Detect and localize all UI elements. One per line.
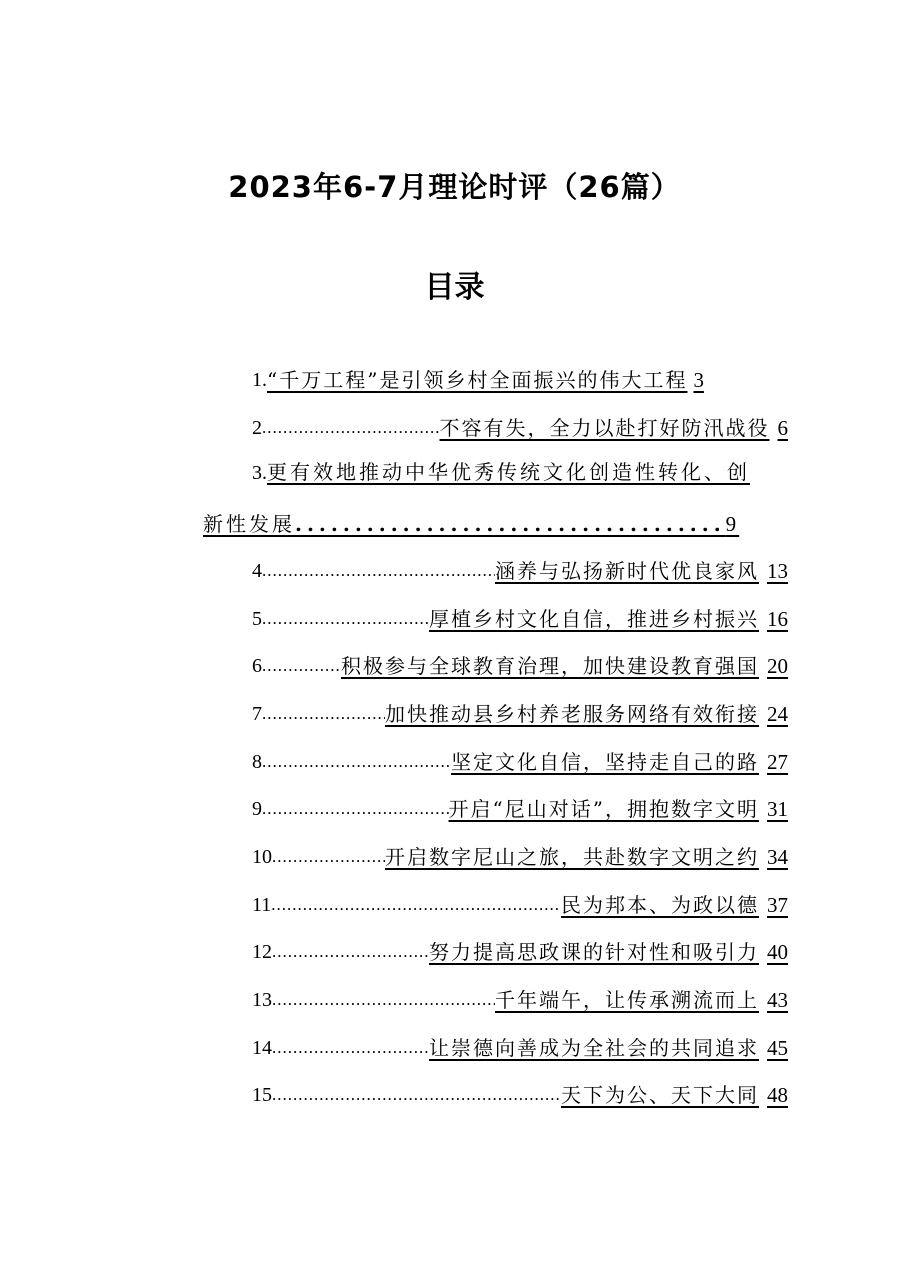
toc-entry-5[interactable] (252, 602, 788, 632)
toc-entry-title[interactable]: 让崇德向善成为全社会的共同追求 (429, 1036, 759, 1060)
document-title: 2023年6-7月理论时评（26篇） (228, 170, 681, 204)
toc-entry-1[interactable] (252, 363, 788, 393)
toc-entry-page[interactable]: 34 (767, 845, 788, 869)
toc-entry-9[interactable] (252, 792, 788, 822)
toc-leader-dots (262, 653, 341, 679)
toc-entry-page[interactable]: 3 (693, 368, 704, 392)
toc-entry-number: 7 (252, 703, 262, 725)
toc-entry-6[interactable] (252, 649, 788, 679)
toc-entry-number: 3. (252, 462, 267, 484)
toc-entry-title[interactable]: 努力提高思政课的针对性和吸引力 (429, 940, 759, 964)
toc-entry-number: 1. (252, 369, 267, 391)
toc-entry-title[interactable]: 更有效地推动中华优秀传统文化创造性转化、创 (267, 460, 750, 484)
toc-entry-page[interactable]: 24 (767, 702, 788, 726)
toc-entry-page[interactable]: 48 (767, 1083, 788, 1107)
toc-entry-page[interactable]: 27 (767, 750, 788, 774)
toc-leader-dots (272, 987, 495, 1013)
toc-entry-number: 10 (252, 846, 272, 868)
toc-entry-13[interactable] (252, 983, 788, 1013)
toc-leader-dots: .................................... (295, 512, 726, 536)
toc-entry-3-line2[interactable] (203, 507, 763, 537)
toc-entry-title[interactable]: 千年端午，让传承溯流而上 (495, 988, 759, 1012)
toc-entry-page[interactable]: 6 (777, 416, 788, 440)
toc-entry-page[interactable]: 16 (767, 607, 788, 631)
toc-entry-page[interactable]: 13 (767, 559, 788, 583)
toc-entry-page[interactable]: 20 (767, 654, 788, 678)
toc-entry-12[interactable] (252, 935, 788, 965)
toc-entry-page[interactable]: 37 (767, 893, 788, 917)
toc-entry-2[interactable] (252, 411, 788, 441)
toc-entry-7[interactable] (252, 697, 788, 727)
toc-entry-title[interactable]: 厚植乡村文化自信，推进乡村振兴 (429, 607, 759, 631)
toc-entry-number: 11 (252, 894, 272, 916)
toc-leader-dots (262, 701, 385, 727)
toc-entry-8[interactable] (252, 745, 788, 775)
toc-entry-page[interactable]: 43 (767, 988, 788, 1012)
toc-entry-title-continued[interactable]: 新性发展 (203, 512, 295, 536)
toc-entry-title[interactable]: 积极参与全球教育治理，加快建设教育强国 (341, 654, 759, 678)
toc-entry-title[interactable]: 天下为公、天下大同 (561, 1083, 759, 1107)
toc-entry-page[interactable]: 9 (725, 512, 740, 536)
toc-entry-title[interactable]: “千万工程”是引领乡村全面振兴的伟大工程 (267, 368, 688, 392)
toc-leader-dots (271, 892, 561, 918)
toc-leader-dots (272, 1035, 429, 1061)
toc-leader-dots (272, 1082, 561, 1108)
toc-entry-10[interactable] (252, 840, 788, 870)
toc-entry-title[interactable]: 加快推动县乡村养老服务网络有效衔接 (385, 702, 759, 726)
toc-entry-title[interactable]: 不容有失，全力以赴打好防汛战役 (439, 416, 770, 440)
toc-entry-14[interactable] (252, 1031, 788, 1061)
toc-leader-dots (262, 749, 451, 775)
toc-entry-title[interactable]: 民为邦本、为政以德 (561, 893, 759, 917)
toc-leader-dots (262, 606, 429, 632)
toc-entry-number: 6 (252, 655, 262, 677)
toc-entry-title[interactable]: 开启“尼山对话”，拥抱数字文明 (448, 797, 759, 821)
toc-entry-number: 12 (252, 941, 272, 963)
toc-leader-dots (272, 844, 385, 870)
toc-leader-dots (262, 796, 449, 822)
toc-entry-page[interactable]: 45 (767, 1036, 788, 1060)
toc-leader-dots (272, 939, 429, 965)
toc-leader-dots (262, 415, 440, 441)
toc-entry-4[interactable] (252, 554, 788, 584)
toc-entry-title[interactable]: 涵养与弘扬新时代优良家风 (495, 559, 759, 583)
toc-entry-number: 9 (252, 798, 262, 820)
toc-entry-number: 4 (252, 560, 262, 582)
toc-leader-dots (262, 558, 495, 584)
toc-entry-number: 13 (252, 989, 272, 1011)
toc-entry-number: 14 (252, 1037, 272, 1059)
toc-entry-11[interactable] (252, 888, 788, 918)
toc-entry-page[interactable]: 31 (767, 797, 788, 821)
toc-entry-number: 2 (252, 417, 262, 439)
toc-entry-page[interactable]: 40 (767, 940, 788, 964)
toc-entry-number: 8 (252, 751, 262, 773)
toc-entry-number: 15 (252, 1084, 272, 1106)
toc-entry-number: 5 (252, 608, 262, 630)
toc-entry-15[interactable] (252, 1078, 788, 1108)
toc-entry-title[interactable]: 开启数字尼山之旅，共赴数字文明之约 (385, 845, 759, 869)
toc-entry-title[interactable]: 坚定文化自信，坚持走自己的路 (451, 750, 759, 774)
toc-entry-3-line1[interactable] (252, 459, 798, 489)
toc-heading: 目录 (424, 270, 485, 305)
